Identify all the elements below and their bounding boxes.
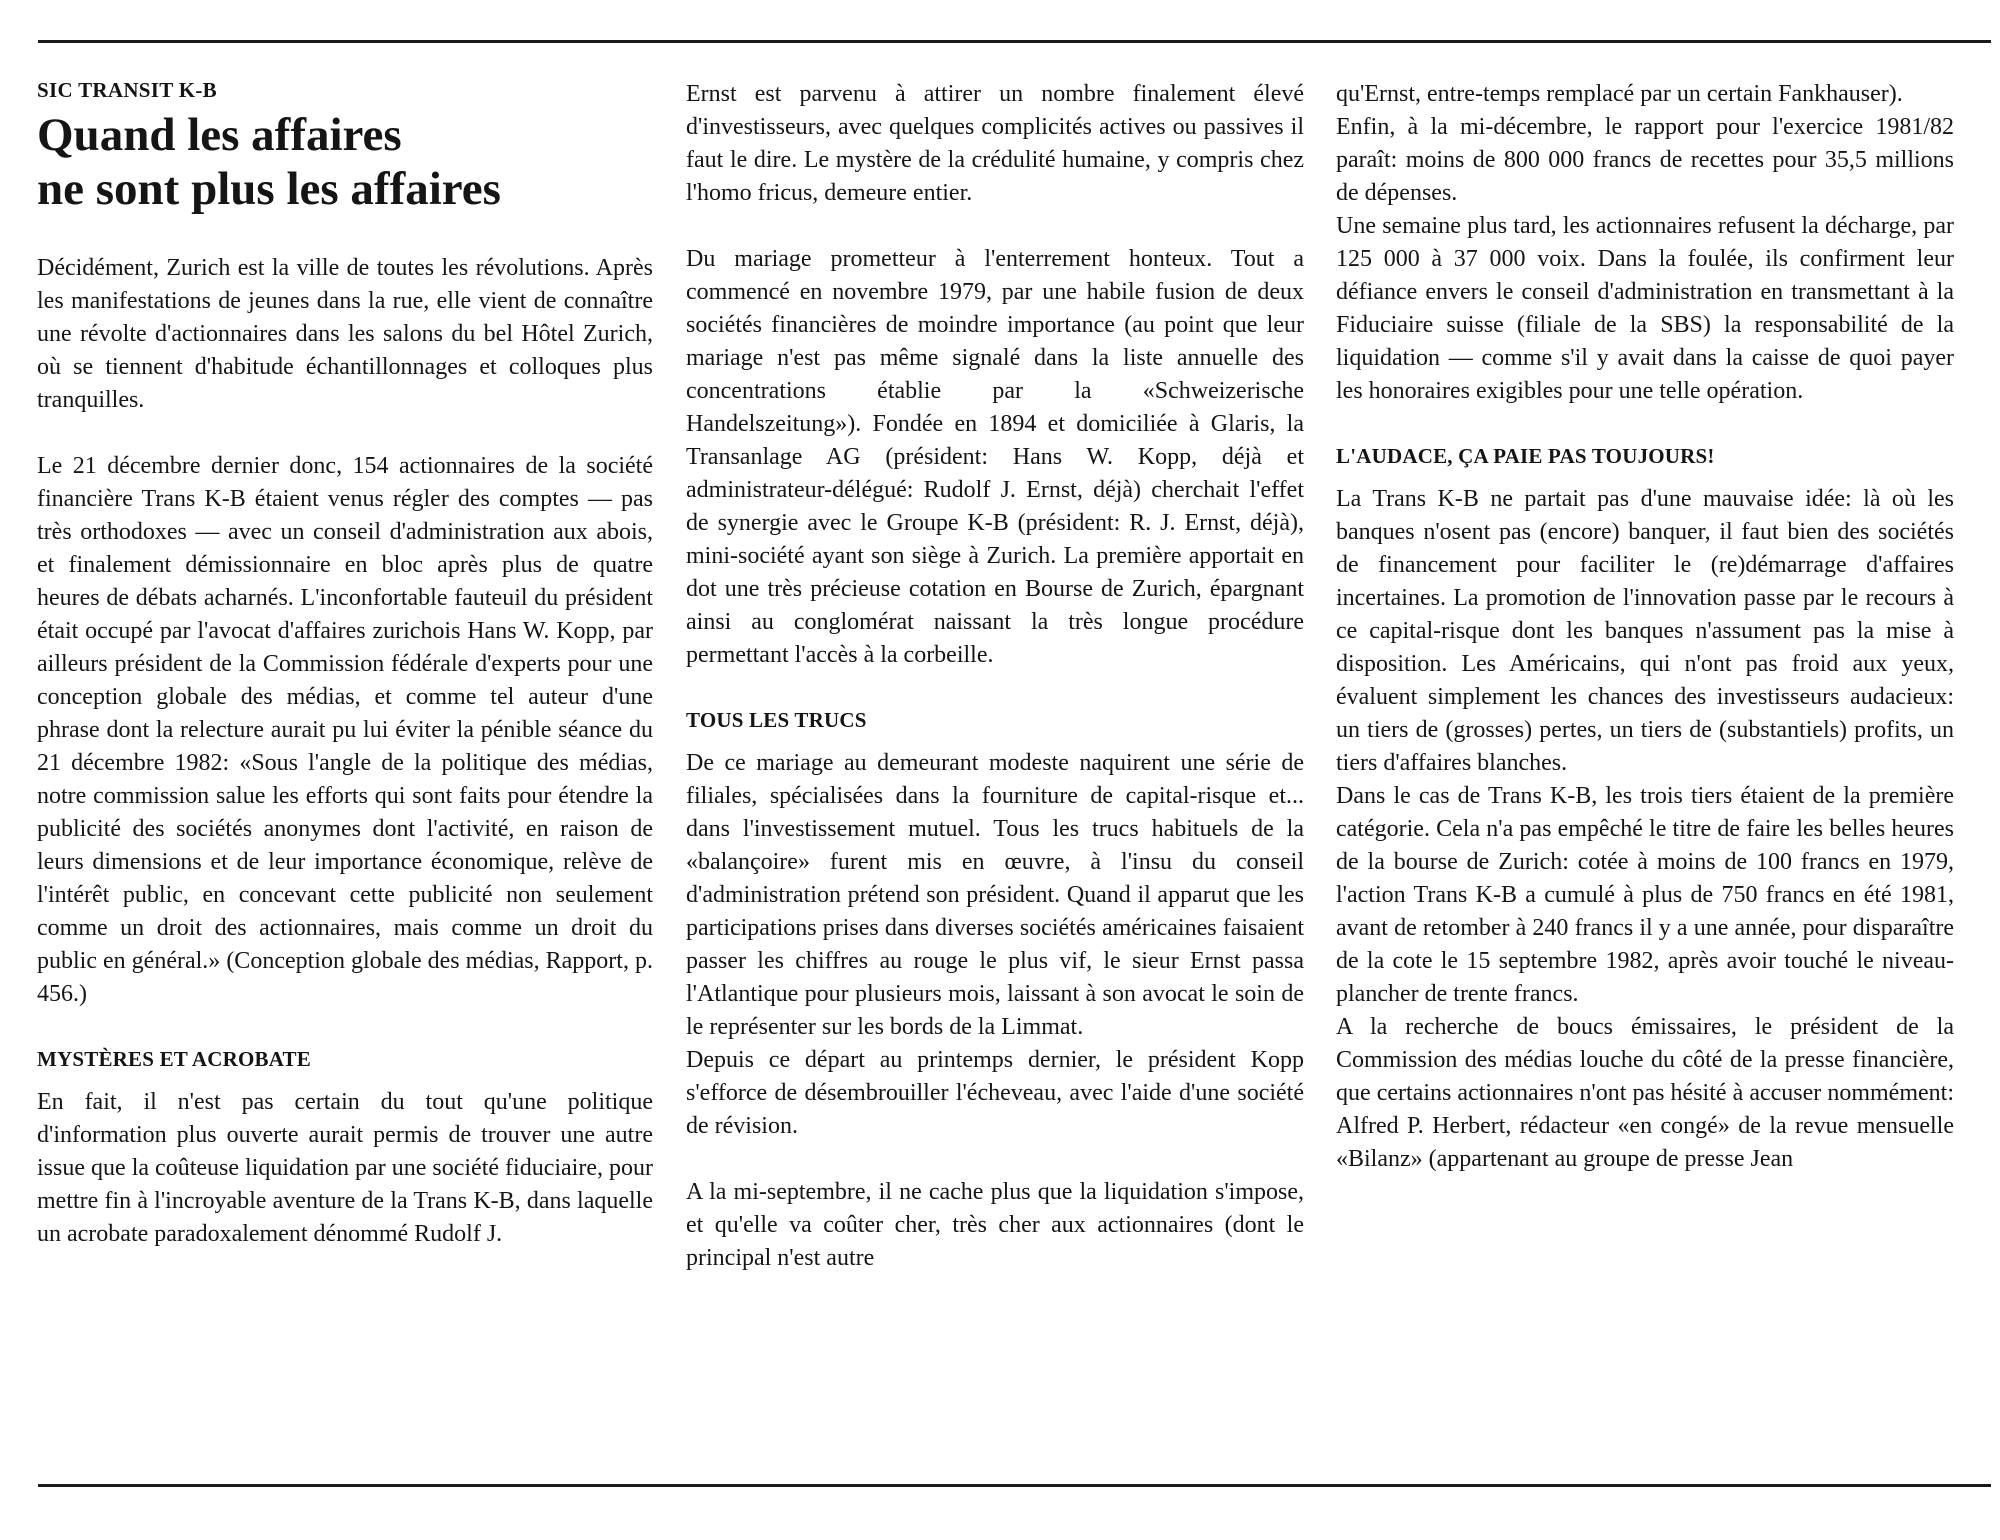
article-headline	[37, 108, 653, 216]
paragraph: A la mi-septembre, il ne cache plus que la liquidation s'impose, et qu'elle va coûter cher, très cher aux actionnaires (dont le principal n'est autre	[686, 1179, 1304, 1271]
paragraph: De ce mariage au demeurant modeste naquirent une série de filiales, spécialisées dans la fourniture de capital-risque et... dans l'investissement mutuel. Tous les trucs habituels de la «balançoire» furent mis en œuvre, à l'insu du conseil d'administration prétend son président. Quand il apparut que les participations prises dans diverses sociétés américaines faisaient passer les chiffres au rouge le plus vif, le sieur Ernst passa l'Atlantique pour plusieurs mois, laissant à son avocat le soin de le représenter sur les bords de la Limmat.	[686, 750, 1304, 1040]
paragraph: qu'Ernst, entre-temps remplacé par un certain Fankhauser).	[1336, 81, 1903, 107]
paragraph: A la recherche de boucs émissaires, le président de la Commission des médias louche du côté de la presse financière, que certains actionnaires n'ont pas hésité à accuser nommément: Alfred P. Herbert, rédacteur «en congé» de la revue mensuelle «Bilanz» (appartenant au groupe de presse Jean	[1336, 1014, 1954, 1172]
paragraph: Dans le cas de Trans K-B, les trois tiers étaient de la première catégorie. Cela n'a pas empêché le titre de faire les belles heures de la bourse de Zurich: cotée à moins de 100 francs en 1979, l'action Trans K-B a cumulé à plus de 750 francs en été 1981, avant de retomber à 240 francs il y a une année, pour disparaître de la cote le 15 septembre 1982, après avoir touché le niveau-plancher de trente francs.	[1336, 783, 1954, 1007]
headline-line-2: ne sont plus les affaires	[37, 163, 501, 215]
column-1	[37, 78, 653, 1251]
section-heading-mysteres: MYSTÈRES ET ACROBATE	[37, 1047, 311, 1071]
paragraph: Le 21 décembre dernier donc, 154 actionnaires de la société financière Trans K-B étaient venus régler des comptes — pas très orthodoxes — avec un conseil d'administration aux abois, et finalement démissionnaire en bloc après plus de quatre heures de débats acharnés. L'inconfortable fauteuil du président était occupé par l'avocat d'affaires zurichois Hans W. Kopp, par ailleurs président de la Commission fédérale d'experts pour une conception globale des médias, et comme tel auteur d'une phrase dont la relecture aurait pu lui éviter la pénible séance du 21 décembre 1982: «Sous l'angle de la politique des médias, notre commission salue les efforts qui sont faits pour étendre la publicité des sociétés anonymes dont l'activité, en raison de leurs dimensions et de leur importance économique, relève de l'intérêt public, en concevant cette publicité non seulement comme un droit des actionnaires, mais comme un droit du public en général.» (Conception globale des médias, Rapport, p. 456.)	[37, 453, 653, 1007]
headline-line-1: Quand les affaires	[37, 109, 402, 161]
paragraph: Du mariage prometteur à l'enterrement honteux. Tout a commencé en novembre 1979, par une habile fusion de deux sociétés financières de moindre importance (au point que leur mariage n'est pas même signalé dans la liste annuelle des concentrations établie par la «Schweizerische Handelszeitung»). Fondée en 1894 et domiciliée à Glaris, la Transanlage AG (président: Hans W. Kopp, déjà et administrateur-délégué: Rudolf J. Ernst, déjà) cherchait l'effet de synergie avec le Groupe K-B (président: R. J. Ernst, déjà), mini-société ayant son siège à Zurich. La première apportait en dot une très précieuse cotation en Bourse de Zurich, épargnant ainsi au conglomérat naissant la très longue procédure permettant l'accès à la corbeille.	[686, 246, 1304, 668]
paragraph: Enfin, à la mi-décembre, le rapport pour l'exercice 1981/82 paraît: moins de 800 000 francs de recettes pour 35,5 millions de dépenses.	[1336, 114, 1954, 206]
section-heading-audace: L'AUDACE, ÇA PAIE PAS TOUJOURS!	[1336, 444, 1715, 468]
paragraph: La Trans K-B ne partait pas d'une mauvaise idée: là où les banques n'osent pas (encore) banquer, il faut bien des sociétés de financement pour faciliter le (re)démarrage d'affaires incertaines. La promotion de l'innovation passe par le recours à ce capital-risque dont les banques n'assument pas la mise à disposition. Les Américains, qui n'ont pas froid aux yeux, évaluent simplement les chances des investisseurs audacieux: un tiers de (grosses) pertes, un tiers de (substantiels) profits, un tiers d'affaires blanches.	[1336, 486, 1954, 776]
article-kicker: SIC TRANSIT K-B	[37, 78, 217, 102]
bottom-rule	[38, 1484, 1991, 1487]
column-2	[686, 78, 1304, 1275]
section-heading-trucs: TOUS LES TRUCS	[686, 708, 867, 732]
paragraph: Une semaine plus tard, les actionnaires refusent la décharge, par 125 000 à 37 000 voix. Dans la foulée, ils confirment leur défiance envers le conseil d'administration en transmettant à la Fiduciaire suisse (filiale de la SBS) la responsabilité de la liquidation — comme s'il y avait dans la caisse de quoi payer les honoraires exigibles pour une telle opération.	[1336, 213, 1954, 404]
paragraph: Depuis ce départ au printemps dernier, le président Kopp s'efforce de désembrouiller l'écheveau, avec l'aide d'une société de révision.	[686, 1047, 1304, 1139]
column-3	[1336, 78, 1954, 1176]
paragraph: Décidément, Zurich est la ville de toutes les révolutions. Après les manifestations de jeunes dans la rue, elle vient de connaître une révolte d'actionnaires dans les salons du bel Hôtel Zurich, où se tiennent d'habitude échantillonnages et colloques plus tranquilles.	[37, 255, 653, 413]
top-rule	[38, 40, 1991, 43]
paragraph: En fait, il n'est pas certain du tout qu'une politique d'information plus ouverte aurait permis de trouver une autre issue que la coûteuse liquidation par une société fiduciaire, pour mettre fin à l'incroyable aventure de la Trans K-B, dans laquelle un acrobate paradoxalement dénommé Rudolf J.	[37, 1089, 653, 1247]
paragraph: Ernst est parvenu à attirer un nombre finalement élevé d'investisseurs, avec quelques complicités actives ou passives il faut le dire. Le mystère de la crédulité humaine, y compris chez l'homo fricus, demeure entier.	[686, 81, 1304, 206]
